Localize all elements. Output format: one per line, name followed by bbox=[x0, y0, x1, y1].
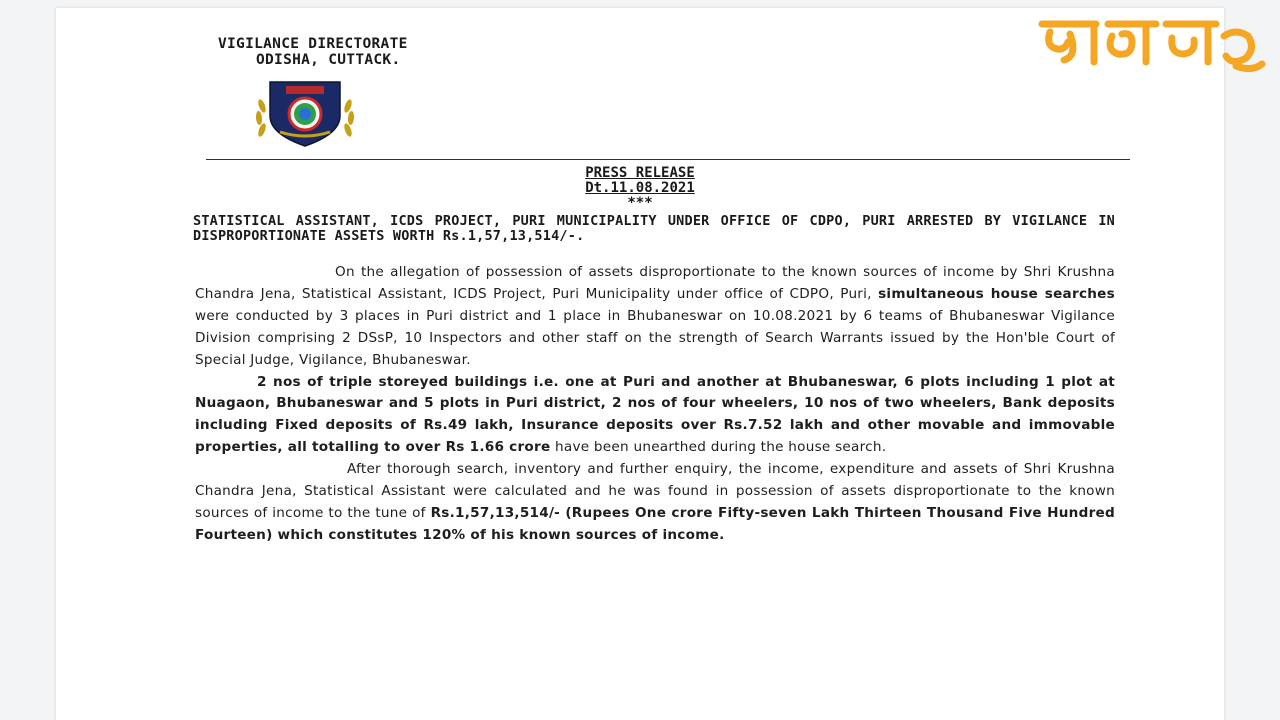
paragraph-3 bbox=[195, 459, 1115, 547]
header-divider bbox=[206, 159, 1130, 160]
paragraph-1-text-b: were conducted by 3 places in Puri district and 1 place in Bhubaneswar on 10.08.2021 by 6 teams of Bhubaneswar Vigilance Division comprising 2 DSsP, 10 Inspectors and other staff on the strength of Search Warrants issued by the Hon'ble Court of Special Judge, Vigilance, Bhubaneswar. bbox=[195, 307, 1115, 368]
separator-stars: *** bbox=[627, 195, 653, 211]
paragraph-3-text: After thorough search, inventory and further enquiry, the income, expenditure and assets of Shri Krushna Chandra Jena, Statistical Assistant were calculated and he was found in possession of assets disproportionate to the known sources of income to the tune of bbox=[195, 461, 1115, 521]
directorate-location: ODISHA, CUTTACK. bbox=[256, 52, 401, 68]
directorate-name: VIGILANCE DIRECTORATE bbox=[218, 36, 408, 52]
paragraph-2-text: have been unearthed during the house search. bbox=[550, 439, 887, 456]
press-release-body bbox=[195, 262, 1115, 547]
press-release-heading bbox=[420, 166, 860, 211]
paragraph-2-bold: 2 nos of triple storeyed buildings i.e. one at Puri and another at Bhubaneswar, 6 plots including 1 plot at Nuagaon, Bhubaneswar and 5 plots in Puri district, 2 nos of four wheelers, 10 nos of two wheelers, Bank deposits including Fixed deposits of Rs.49 lakh, Insurance deposits over Rs.7.52 lakh and other movable and immovable properties, all totalling to over Rs 1.66 crore bbox=[195, 373, 1115, 456]
subject-line: STATISTICAL ASSISTANT, ICDS PROJECT, PURI MUNICIPALITY UNDER OFFICE OF CDPO, PURI ARRESTED BY VIGILANCE IN DISPROPORTIONATE ASSETS WORTH Rs.1,57,13,514/-. bbox=[193, 213, 1115, 244]
press-release-title: PRESS RELEASE bbox=[585, 165, 695, 181]
paragraph-2 bbox=[195, 372, 1115, 460]
directorate-header bbox=[218, 36, 408, 68]
press-release-date: Dt.11.08.2021 bbox=[585, 180, 695, 196]
paragraph-3-bold: Rs.1,57,13,514/- (Rupees One crore Fifty-seven Lakh Thirteen Thousand Five Hundred Fourteen) which constitutes 120% of his known sources of income. bbox=[195, 504, 1115, 543]
paragraph-1-bold: simultaneous house searches bbox=[878, 285, 1115, 302]
paragraph-1-text-a: On the allegation of possession of assets disproportionate to the known sources of income by Shri Krushna Chandra Jena, Statistical Assistant, ICDS Project, Puri Municipality under office of CDPO, Puri, bbox=[195, 264, 1115, 302]
swadhikar-logo bbox=[1036, 14, 1268, 76]
paragraph-1 bbox=[195, 262, 1115, 372]
odisha-vigilance-emblem-icon bbox=[250, 76, 360, 148]
